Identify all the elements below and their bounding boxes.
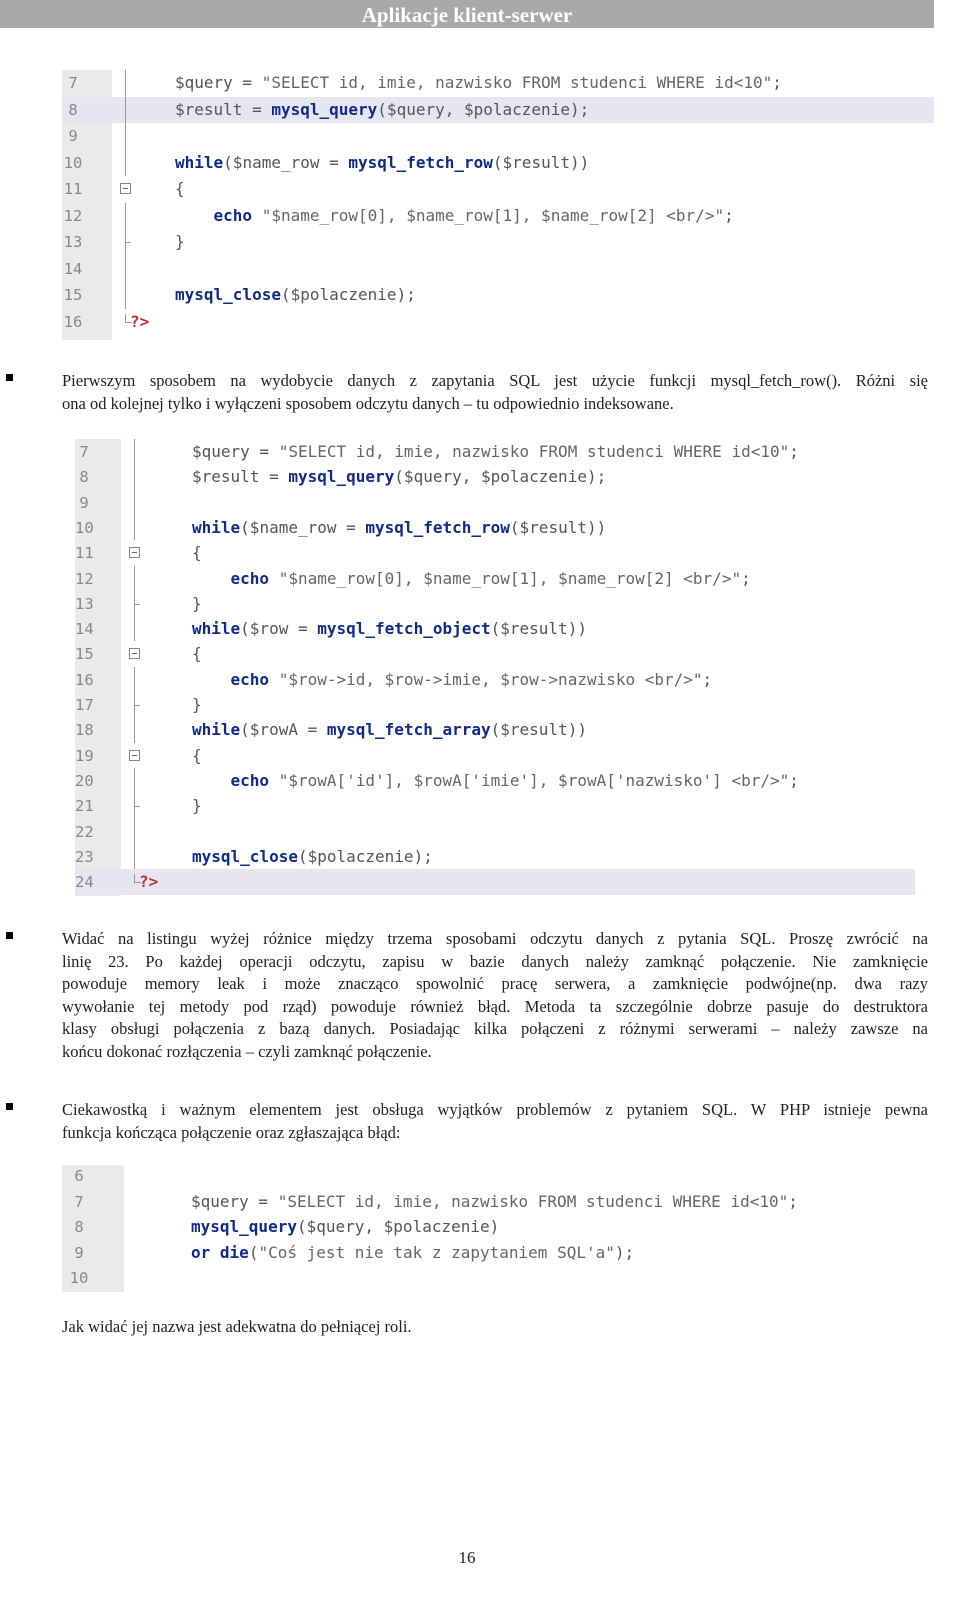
code-text: mysql_close($polaczenie); xyxy=(175,285,416,304)
code-line xyxy=(75,717,915,743)
line-number: 14 xyxy=(63,259,83,278)
line-number: 7 xyxy=(68,74,78,92)
line-number: 9 xyxy=(79,493,89,512)
line-number: 8 xyxy=(68,100,78,119)
fold-guide xyxy=(134,439,135,540)
line-number: 11 xyxy=(75,544,94,563)
code-line xyxy=(62,282,934,308)
bullet-2 xyxy=(6,932,13,939)
code-text: } xyxy=(192,593,202,613)
code-text: echo "$row->id, $row->imie, $row->nazwisko <br/>"; xyxy=(230,669,713,689)
code-line xyxy=(75,869,915,895)
line-number: 16 xyxy=(75,670,94,689)
paragraph-2 xyxy=(62,928,928,1063)
code-line xyxy=(62,97,934,123)
code-line xyxy=(62,150,934,176)
code-text: mysql_query($query, $polaczenie) xyxy=(191,1217,500,1236)
line-number: 7 xyxy=(79,443,89,461)
paragraph-line: Jak widać jej nazwa jest adekwatna do pełniącej roli. xyxy=(62,1317,412,1336)
line-number: 10 xyxy=(75,518,94,537)
fold-guide xyxy=(134,667,135,743)
bullet-1 xyxy=(6,374,13,381)
code-line xyxy=(75,743,915,769)
line-number: 15 xyxy=(63,286,83,304)
code-text: while($name_row = mysql_fetch_row($result)) xyxy=(192,517,607,537)
line-number: 11 xyxy=(63,180,83,198)
code-text: ?> xyxy=(130,311,150,331)
line-number: 7 xyxy=(74,1192,84,1211)
code-line xyxy=(75,667,915,693)
line-number: 9 xyxy=(68,127,78,145)
line-number: 20 xyxy=(75,771,94,790)
line-number: 14 xyxy=(75,620,94,639)
code-text: echo "$rowA['id'], $rowA['imie'], $rowA['nazwisko'] <br/>"; xyxy=(230,770,799,790)
fold-guide xyxy=(134,768,135,869)
fold-toggle-icon[interactable] xyxy=(129,750,140,761)
line-number: 10 xyxy=(69,1269,89,1287)
code-text: while($name_row = mysql_fetch_row($result)) xyxy=(175,152,590,172)
paragraph-3 xyxy=(62,1099,928,1144)
line-number: 13 xyxy=(63,233,83,251)
line-number: 18 xyxy=(75,721,94,740)
code-line xyxy=(75,515,915,541)
line-number: 22 xyxy=(75,822,94,841)
paragraph-line: Widać na listingu wyżej różnice między trzema sposobami odczytu danych z pytania SQL. Proszę zwrócić na xyxy=(62,929,928,948)
code-text: } xyxy=(175,232,185,251)
code-line xyxy=(75,819,915,845)
code-line xyxy=(62,70,934,96)
fold-guide xyxy=(134,566,135,642)
code-text: $query = "SELECT id, imie, nazwisko FROM studenci WHERE id<10"; xyxy=(175,73,782,92)
line-number: 9 xyxy=(74,1243,84,1262)
code-line xyxy=(75,591,915,617)
code-line xyxy=(75,439,915,465)
fold-toggle-icon[interactable] xyxy=(129,648,140,659)
line-number: 12 xyxy=(75,569,94,588)
code-line xyxy=(62,1240,924,1266)
code-text: { xyxy=(192,745,202,765)
header-title: Aplikacje klient-serwer xyxy=(361,3,573,27)
code-line xyxy=(62,1214,924,1240)
code-text: while($rowA = mysql_fetch_array($result)) xyxy=(192,720,587,740)
code-line xyxy=(75,793,915,819)
code-text: or die("Coś jest nie tak z zapytaniem SQL'a"); xyxy=(191,1242,635,1262)
code-line xyxy=(62,176,934,202)
code-text: { xyxy=(192,543,202,563)
code-line xyxy=(62,309,934,335)
code-text: { xyxy=(192,644,202,664)
line-number: 23 xyxy=(75,847,94,866)
code-text: echo "$name_row[0], $name_row[1], $name_row[2] <br/>"; xyxy=(230,568,751,588)
code-text: while($row = mysql_fetch_object($result)) xyxy=(192,619,587,639)
paragraph-line: Ciekawostką i ważnym elementem jest obsługa wyjątków problemów z pytaniem SQL. W PHP istnieje pewna xyxy=(62,1100,928,1119)
paragraph-line: Pierwszym sposobem na wydobycie danych z zapytania SQL jest użycie funkcji mysql_fetch_row(). Różni się xyxy=(62,371,928,390)
code-listing-3 xyxy=(62,1165,924,1292)
code-text: } xyxy=(192,695,202,714)
bullet-3 xyxy=(6,1103,13,1110)
code-text: $result = mysql_query($query, $polaczenie); xyxy=(175,99,590,119)
paragraph-line: wywołanie tej metody pod rząd) powoduje również błąd. Metoda ta szczególnie dobrze pasuje do destruktora xyxy=(62,996,928,1016)
code-text: echo "$name_row[0], $name_row[1], $name_row[2] <br/>"; xyxy=(213,205,734,225)
paragraph-line: ona od kolejnej tylko i wyłączeni sposobem odczytu danych – tu odpowiednio indeksowane. xyxy=(62,393,674,413)
code-text: $query = "SELECT id, imie, nazwisko FROM studenci WHERE id<10"; xyxy=(192,442,799,461)
code-line xyxy=(75,844,915,870)
code-line xyxy=(62,229,934,255)
line-number: 15 xyxy=(75,645,94,664)
line-number: 12 xyxy=(63,206,83,225)
fold-toggle-icon[interactable] xyxy=(120,183,131,194)
code-text: mysql_close($polaczenie); xyxy=(192,846,433,866)
line-number: 8 xyxy=(74,1218,84,1236)
line-number: 19 xyxy=(75,746,94,765)
paragraph-line: końcu dokonać rozłączenia – czyli zamknąć połączenie. xyxy=(62,1041,432,1061)
code-line xyxy=(75,540,915,566)
line-number: 6 xyxy=(74,1167,84,1185)
line-number: 8 xyxy=(79,468,89,487)
line-number: 13 xyxy=(75,594,94,613)
code-text: ?> xyxy=(139,872,159,892)
page-number: 16 xyxy=(458,1548,476,1567)
fold-toggle-icon[interactable] xyxy=(129,547,140,558)
code-line xyxy=(75,490,915,516)
code-line xyxy=(62,123,934,149)
code-text: $result = mysql_query($query, $polaczenie); xyxy=(192,467,607,487)
line-number: 17 xyxy=(75,696,94,714)
code-listing-1 xyxy=(62,70,934,340)
code-line xyxy=(75,641,915,667)
paragraph-4 xyxy=(62,1316,928,1339)
line-number: 10 xyxy=(63,153,83,172)
line-number: 24 xyxy=(75,873,94,892)
paragraph-line: klasy obsługi połączenia z bazą danych. Posiadając kilka połączeni z różnymi serwerami – należy zawsze na xyxy=(62,1019,928,1038)
code-line xyxy=(62,203,934,229)
code-line xyxy=(62,256,934,282)
code-listing-2 xyxy=(75,439,915,896)
line-number: 16 xyxy=(63,312,83,331)
code-line xyxy=(75,616,915,642)
code-text: } xyxy=(192,796,202,816)
code-line xyxy=(62,1265,924,1291)
code-line xyxy=(75,768,915,794)
line-number: 21 xyxy=(75,797,94,816)
paragraph-line: funkcja kończąca połączenie oraz zgłaszająca błąd: xyxy=(62,1122,401,1142)
fold-guide xyxy=(125,70,126,176)
paragraph-1 xyxy=(62,370,928,415)
code-line xyxy=(75,566,915,592)
code-text: { xyxy=(175,179,185,198)
code-line xyxy=(75,464,915,490)
paragraph-line: powoduje memory leak i może znacząco spowolnić pracę serwera, a zamknięcie podwójne(np. dwa razy xyxy=(62,974,928,993)
fold-guide xyxy=(125,203,126,309)
code-line xyxy=(62,1189,924,1215)
code-line xyxy=(75,692,915,718)
paragraph-line: linię 23. Po każdej operacji odczytu, zapisu w bazie danych należy zamknąć połączenie. Nie zamknięcie xyxy=(62,951,928,971)
code-text: $query = "SELECT id, imie, nazwisko FROM studenci WHERE id<10"; xyxy=(191,1191,798,1211)
code-line xyxy=(62,1165,924,1189)
running-header xyxy=(0,0,934,28)
